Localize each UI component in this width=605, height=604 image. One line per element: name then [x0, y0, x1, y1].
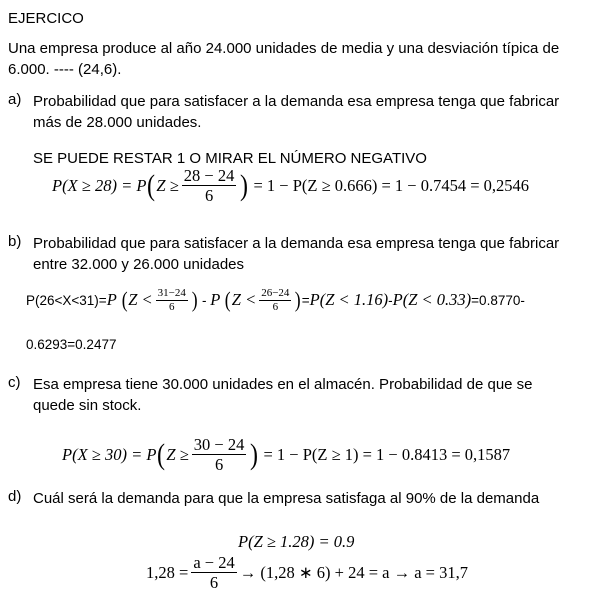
formula-a: P(X ≥ 28) = P ( Z ≥ $\frac{28 - 24}{6}$ ) = 1 − P(Z ≥ 0.666) = 1 − 0.7454 = 0,2546: [52, 166, 530, 205]
formula-a-z: Z ≥: [156, 175, 179, 195]
fraction-den: 6: [204, 186, 214, 205]
formula-c: P(X ≥ 30) = P ( Z ≥ $\frac{30 - 24}{6}$ ) = 1 − P(Z ≥ 1) = 1 − 0.8413 = 0,1587: [62, 435, 511, 474]
formula-b-pz2: P(Z < 0.33): [392, 290, 472, 309]
item-b-text-2: entre 32.000 y 26.000 unidades: [33, 256, 245, 273]
formula-a-right: = 1 − P(Z ≥ 0.666) = 1 − 0.7454 = 0,2546: [253, 175, 530, 195]
fraction-den: 6: [169, 300, 175, 313]
formula-d-2-left: 1,28 =: [146, 562, 189, 582]
fraction-num: 26−24: [261, 286, 290, 299]
item-d-label: d): [8, 488, 22, 505]
formula-d-2: [146, 553, 468, 592]
fraction-a: [182, 166, 237, 205]
item-b-text-1: Probabilidad que para satisfacer a la demanda esa empresa tenga que fabricar: [33, 235, 560, 252]
formula-b-z2: Z <: [231, 290, 257, 309]
fraction-den: 6: [214, 455, 224, 474]
formula-b-line-2: 0.6293=0.2477: [26, 337, 117, 352]
item-c-label: c): [8, 374, 21, 391]
fraction-num: 28 − 24: [183, 166, 235, 185]
formula-d-1: [238, 532, 354, 552]
fraction-num: 30 − 24: [193, 435, 245, 454]
formula-c-left: P(X ≥ 30) = P: [62, 444, 157, 464]
formula-b-minus: -: [198, 292, 211, 308]
formula-b-z1: Z <: [128, 290, 153, 309]
item-a-text-2: más de 28.000 unidades.: [33, 114, 202, 131]
formula-b-p1: P: [106, 290, 117, 309]
fraction-den: 6: [209, 573, 219, 592]
fraction-num: a − 24: [193, 553, 235, 572]
fraction-b2: [259, 287, 291, 314]
formula-b-eq: =: [301, 292, 310, 308]
formula-b-p2: P: [210, 290, 221, 309]
formula-d-2-right: → (1,28 ∗ 6) + 24 = a → a = 31,7: [239, 562, 468, 582]
item-c-text-2: quede sin stock.: [33, 397, 142, 414]
formula-b-start: P(26<X<31)=: [26, 292, 107, 308]
formula-b-pz1: P(Z < 1.16): [309, 290, 389, 309]
formula-a-left: P(X ≥ 28) = P: [52, 175, 147, 195]
fraction-c: [192, 435, 247, 474]
item-c-text-1: Esa empresa tiene 30.000 unidades en el almacén. Probabilidad de que se: [33, 376, 533, 393]
formula-d-1-text: P(Z ≥ 1.28) = 0.9: [238, 532, 355, 551]
formula-b: P(26<X<31)= P ( Z < $\frac{31-24}{6}$ ) - P ( Z < $\frac{26-24}{6}$ ) = P(Z < 1.16) - P(Z < 0.33) =0.8770-: [26, 286, 525, 313]
exercise-title: EJERCICO: [8, 10, 84, 27]
item-d-text: Cuál será la demanda para que la empresa satisfaga al 90% de la demanda: [33, 490, 540, 507]
intro-line-1: Una empresa produce al año 24.000 unidades de media y una desviación típica de: [8, 40, 560, 57]
item-a-note: SE PUEDE RESTAR 1 O MIRAR EL NÚMERO NEGATIVO: [33, 150, 427, 167]
item-b-label: b): [8, 233, 22, 250]
formula-b-dash: -: [388, 292, 393, 308]
item-a-label: a): [8, 91, 22, 108]
fraction-den: 6: [272, 300, 279, 313]
item-a-text-1: Probabilidad que para satisfacer a la demanda esa empresa tenga que fabricar: [33, 93, 560, 110]
fraction-b1: [156, 287, 188, 314]
formula-c-z: Z ≥: [166, 444, 189, 464]
intro-line-2: 6.000. ---- (24,6).: [8, 61, 122, 78]
formula-b-end: =0.8770-: [471, 292, 525, 308]
formula-c-right: = 1 − P(Z ≥ 1) = 1 − 0.8413 = 0,1587: [263, 444, 511, 464]
fraction-d: [191, 553, 236, 592]
fraction-num: 31−24: [157, 286, 186, 299]
